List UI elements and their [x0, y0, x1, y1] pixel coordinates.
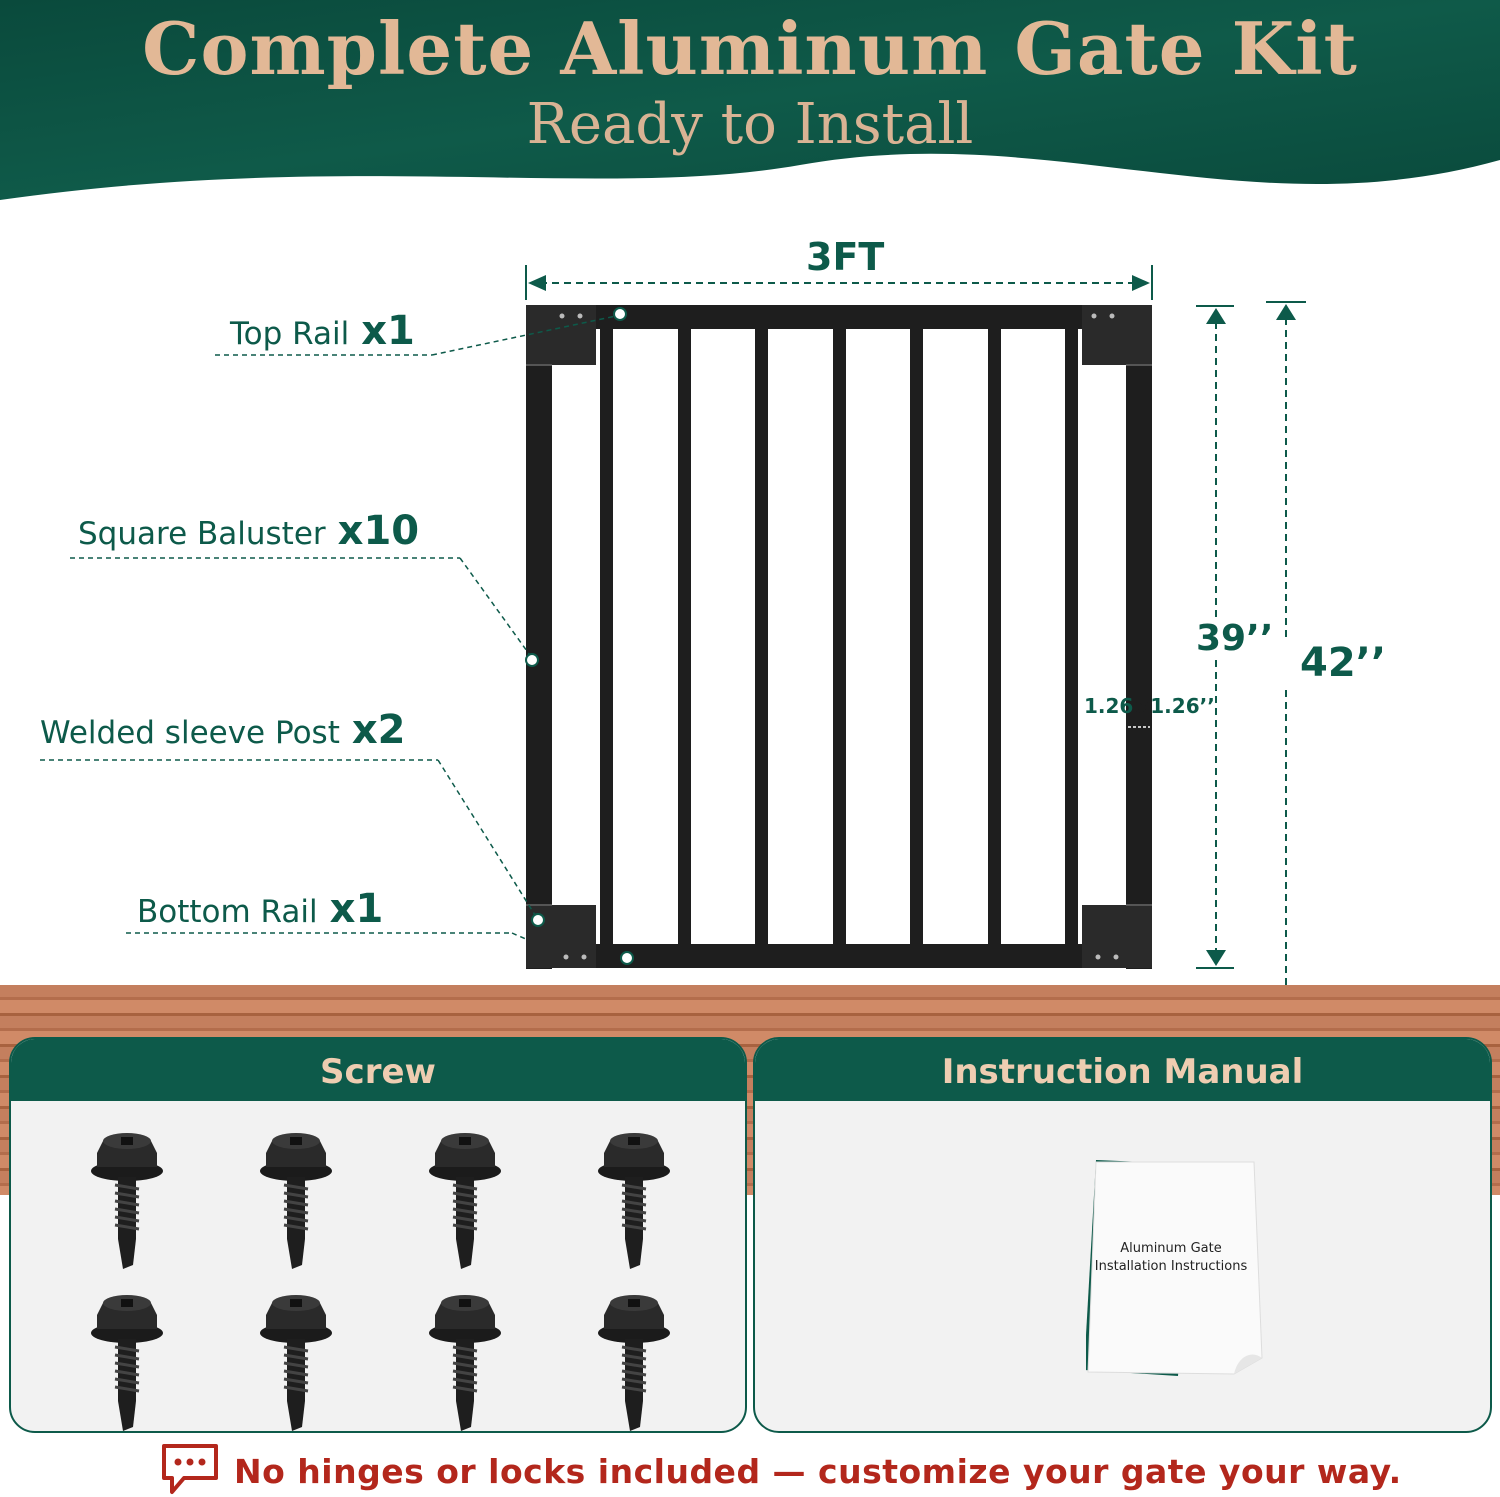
manual-cover-line1: Aluminum Gate: [1120, 1241, 1222, 1256]
post-size-a: 1.26: [1084, 694, 1134, 718]
callout-post-name: Welded sleeve Post: [40, 715, 340, 751]
screw-icon: [429, 1295, 501, 1431]
baluster: [755, 329, 768, 944]
footer-note: No hinges or locks included — customize your gate your way.: [234, 1452, 1402, 1491]
callout-bottom-rail: [137, 886, 383, 932]
callout-top-rail-name: Top Rail: [230, 316, 350, 352]
manual-panel-title: Instruction Manual: [755, 1039, 1490, 1101]
post-size-label: [1084, 694, 1215, 718]
callout-top-rail: [230, 308, 415, 354]
screw-panel: [9, 1037, 747, 1433]
gate-frame: [526, 305, 1152, 969]
screw-icons: [11, 1101, 747, 1433]
screw-icon: [598, 1133, 670, 1269]
screw-icon: [429, 1133, 501, 1269]
screw-icon: [260, 1295, 332, 1431]
screw-icon: [91, 1295, 163, 1431]
page-title: Complete Aluminum Gate Kit: [142, 6, 1358, 91]
callout-bottom-rail-qty: x1: [329, 886, 384, 932]
baluster: [1065, 329, 1078, 944]
post-size-b: 1.26’’: [1150, 694, 1215, 718]
manual-cover-text: [1089, 1240, 1253, 1276]
post-size-x: x: [1135, 694, 1149, 718]
baluster: [678, 329, 691, 944]
square-balusters: [600, 329, 1078, 944]
callout-post: [40, 707, 405, 753]
baluster: [910, 329, 923, 944]
baluster: [833, 329, 846, 944]
callout-baluster-qty: x10: [337, 508, 420, 554]
screw-icon: [91, 1133, 163, 1269]
right-post: [1126, 305, 1152, 969]
callout-baluster-name: Square Baluster: [78, 516, 326, 552]
bottom-rail: [526, 944, 1152, 968]
callout-baluster: [78, 508, 419, 554]
callout-top-rail-qty: x1: [361, 308, 415, 354]
callout-post-qty: x2: [351, 707, 406, 753]
manual-cover-line2: Installation Instructions: [1094, 1259, 1248, 1274]
chat-warning-icon: [160, 1442, 220, 1496]
left-post: [526, 305, 552, 969]
page-subtitle: Ready to Install: [526, 92, 974, 157]
screw-icon: [260, 1133, 332, 1269]
total-height-label: 42’’: [1300, 640, 1387, 686]
width-label: 3FT: [806, 235, 885, 279]
screw-grid: [11, 1101, 745, 1433]
callout-bottom-rail-name: Bottom Rail: [137, 894, 318, 930]
screw-panel-title: Screw: [11, 1039, 745, 1101]
baluster: [988, 329, 1001, 944]
gate-height-label: 39’’: [1196, 618, 1274, 659]
baluster: [600, 329, 613, 944]
screw-icon: [598, 1295, 670, 1431]
